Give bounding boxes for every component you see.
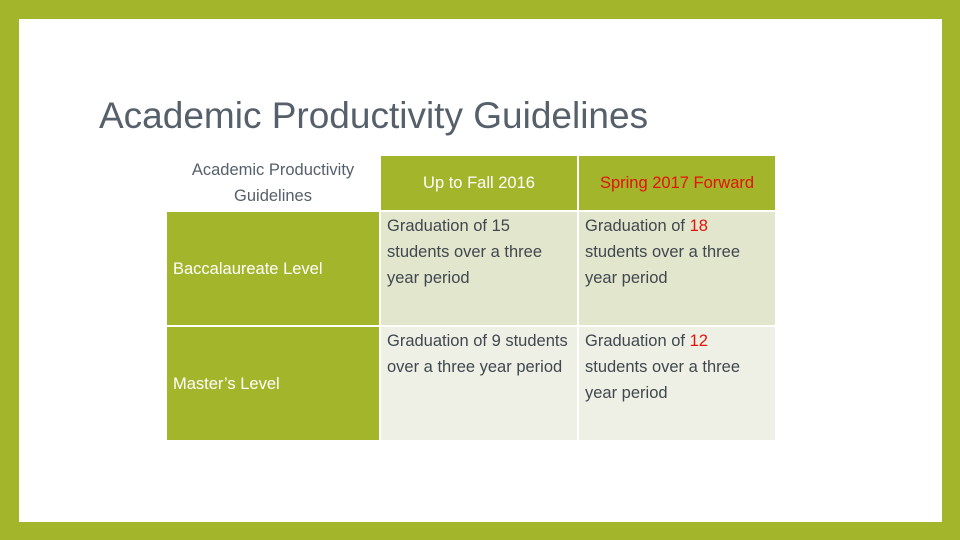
cell-suffix: students over a three year period [387, 243, 543, 287]
cell-prefix: Graduation of [585, 217, 690, 235]
cell-number: 18 [689, 217, 708, 235]
column-header-up-to-fall-2016: Up to Fall 2016 [380, 155, 578, 211]
cell-suffix: students over a three year period [585, 243, 741, 287]
table-header-row [166, 155, 776, 211]
table-cell [578, 211, 776, 326]
row-header-masters: Master’s Level [166, 326, 380, 441]
table-cell [578, 326, 776, 441]
table-row [166, 211, 776, 326]
cell-suffix: students over a three year period [585, 358, 741, 402]
cell-number: 15 [491, 217, 510, 235]
table-cell [380, 326, 578, 441]
cell-suffix: students over a three year period [387, 332, 568, 376]
table-cell [380, 211, 578, 326]
table-row [166, 326, 776, 441]
cell-prefix: Graduation of [387, 332, 492, 350]
cell-number: 12 [689, 332, 708, 350]
guidelines-table [165, 154, 777, 442]
slide-title: Academic Productivity Guidelines [99, 95, 649, 136]
row-header-baccalaureate: Baccalaureate Level [166, 211, 380, 326]
cell-prefix: Graduation of [585, 332, 690, 350]
slide [19, 19, 942, 522]
cell-number: 9 [491, 332, 501, 350]
corner-header: Academic Productivity Guidelines [166, 155, 380, 211]
column-header-spring-2017-forward: Spring 2017 Forward [578, 155, 776, 211]
cell-prefix: Graduation of [387, 217, 492, 235]
